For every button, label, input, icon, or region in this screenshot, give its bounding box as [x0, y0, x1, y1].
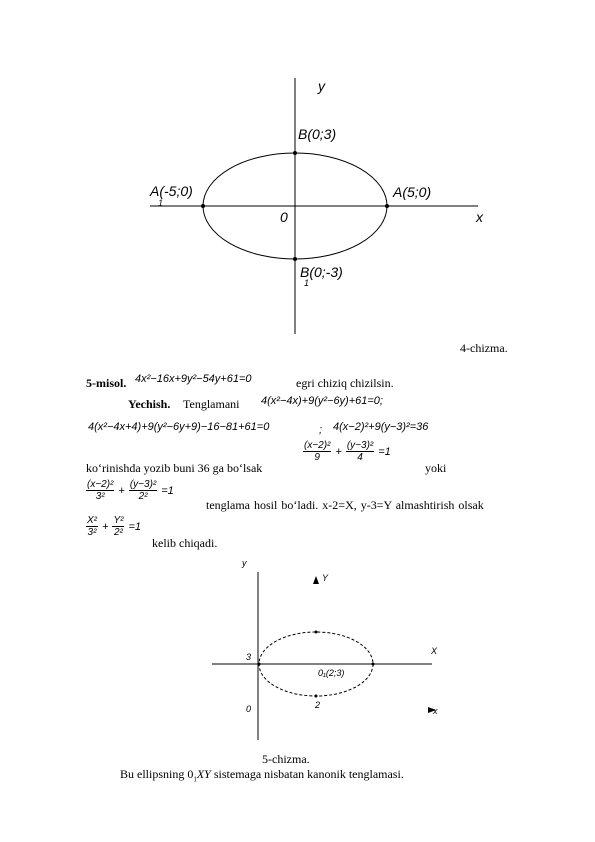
fig5-axis-x: x	[433, 706, 438, 716]
frac2-den-a: 3²	[95, 491, 105, 502]
fraction-canonical: $\frac{\text{X²}}{\text{3²}}$ + $\frac{\text{Y²}}{\text{2²}}$ =1	[87, 515, 141, 538]
frac1-den-b: 4	[357, 452, 363, 463]
point-b	[293, 151, 297, 155]
text-yoki: yoki	[425, 461, 447, 475]
fig5-tick-3: 3	[246, 652, 252, 662]
fig5-tick-2: 2	[315, 700, 321, 710]
point-bottom	[315, 695, 318, 698]
frac2-den-b: 2²	[138, 491, 148, 502]
equation-grouped: 4(x²−4x)+9(y²−6y)+61=0;	[261, 395, 383, 407]
point-right	[372, 663, 375, 666]
figure-5-ellipse	[0, 550, 595, 760]
solution-label: Yechish.	[128, 397, 171, 411]
frac3-eq-one: =1	[128, 521, 141, 534]
label-point-b1-sub: 1	[304, 278, 310, 288]
label-point-a1-sub: 1	[158, 198, 164, 208]
frac2-eq-one: =1	[161, 485, 174, 498]
text-replace: tenglama hosil bo‘ladi. x-2=X, y-3=Y almashtirish olsak	[206, 498, 484, 512]
equation-separator: ;	[319, 424, 323, 436]
fig5-center-label: 0₁(2;3)	[318, 668, 345, 678]
figure-4-ellipse	[0, 0, 595, 345]
text-result: kelib chiqadi.	[152, 536, 218, 550]
closing-sentence	[120, 767, 404, 783]
fig5-axis-Y: Y	[322, 573, 329, 583]
fraction-squares: $\frac{\text{(x−2)²}}{\text{3²}}$ + $\frac{\text{(y−3)²}}{\text{2²}}$ =1	[87, 479, 174, 502]
example-title: 5-misol.	[86, 376, 127, 390]
label-point-a1: A(-5;0)	[150, 183, 193, 199]
closing-sub: 1	[193, 775, 197, 784]
frac3-den-b: 2²	[113, 527, 123, 538]
frac2-num-a: (x−2)²	[87, 479, 114, 490]
axis-label-y: y	[318, 78, 325, 94]
closing-xy: XY	[196, 767, 211, 781]
equation-result: 4(x−2)²+9(y−3)²=36	[333, 421, 429, 433]
frac2-num-b: (y−3)²	[129, 479, 157, 490]
frac3-num-a: X²	[87, 515, 97, 526]
frac1-den-a: 9	[314, 452, 320, 463]
axis-label-x: x	[476, 209, 483, 225]
frac1-num-a: (x−2)²	[304, 440, 331, 451]
figure-5-caption: 5-chizma.	[262, 752, 310, 766]
frac1-eq-one: =1	[378, 446, 391, 459]
label-point-b1: B(0;-3)	[300, 264, 343, 280]
solution-text: Tenglamani	[183, 397, 240, 411]
origin-label: 0	[280, 209, 288, 225]
fig5-axis-X: X	[431, 646, 438, 656]
equation-expanded: 4(x²−4x+4)+9(y²−6y+9)−16−81+61=0	[88, 421, 270, 433]
example-after-equation: egri chiziq chizilsin.	[296, 376, 394, 390]
frac3-den-a: 3²	[87, 527, 97, 538]
label-point-b: B(0;3)	[298, 126, 337, 142]
fig5-axis-y: y	[242, 558, 247, 568]
closing-after: sistemaga nisbatan kanonik tenglamasi.	[210, 767, 404, 781]
Y-axis-arrow	[313, 576, 319, 584]
point-left	[258, 663, 261, 666]
frac1-num-b: (y−3)²	[346, 440, 374, 451]
fig5-origin: 0	[246, 704, 252, 714]
point-a	[385, 204, 389, 208]
point-top	[315, 631, 318, 634]
point-a1	[201, 204, 205, 208]
example-equation: 4x²−16x+9y²−54y+61=0	[135, 373, 252, 385]
frac3-num-b: Y²	[113, 515, 124, 526]
point-b1	[293, 257, 297, 261]
closing-before: Bu ellipsning 0	[120, 767, 194, 781]
fraction-eq-36: $\frac{\text{(x−2)²}}{9}$ + $\frac{\text{(y−3)²}}{4}$ =1	[304, 440, 391, 463]
figure-4-caption: 4-chizma.	[460, 341, 508, 355]
text-written: ko‘rinishda yozib buni 36 ga bo‘lsak	[86, 461, 263, 475]
label-point-a: A(5;0)	[393, 184, 432, 200]
